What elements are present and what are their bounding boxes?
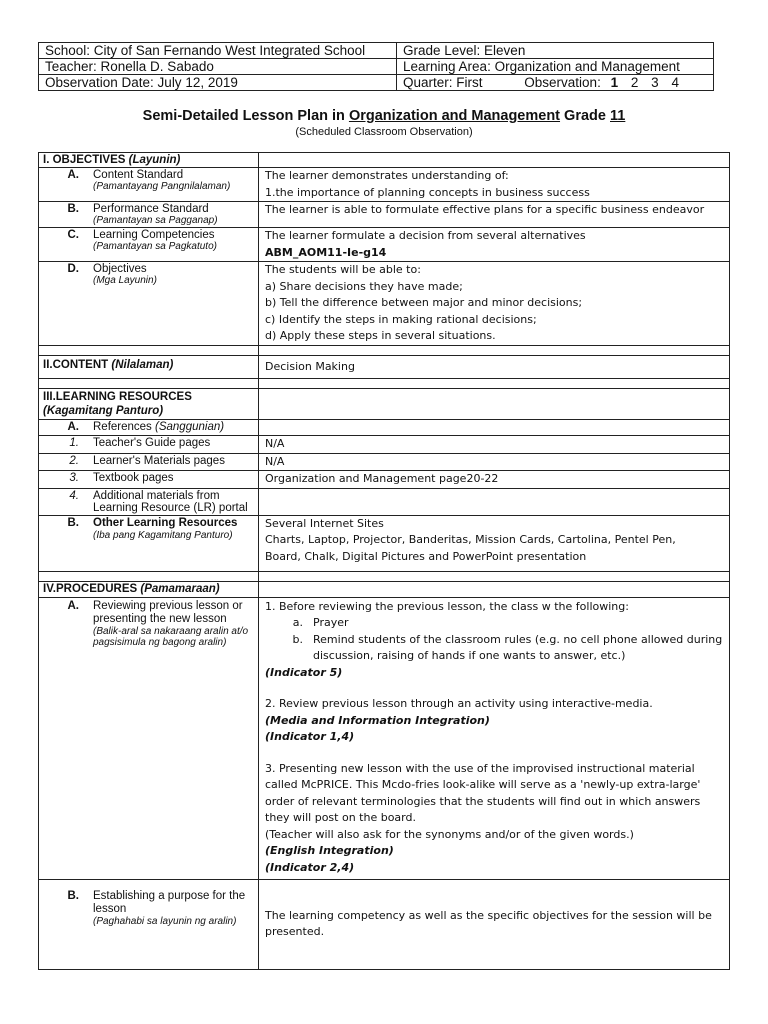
procedure-note: (Teacher will also ask for the synonyms and/or of the given words.) xyxy=(265,827,634,841)
table-row xyxy=(39,436,730,454)
item-translation: (Sanggunian) xyxy=(155,421,225,433)
content-standard-value xyxy=(259,168,730,202)
item-translation: (Pamantayang Pangnilalaman) xyxy=(93,181,231,192)
item-label: Performance Standard xyxy=(93,203,209,215)
list-item: b. Remind students of the classroom rules (e.g. no cell phone allowed during discussion, raising of hands if one wants to answer, etc.) xyxy=(292,632,723,662)
table-row xyxy=(39,228,730,262)
indicator-label: (Indicator 2,4) xyxy=(265,860,355,874)
item-marker: B. xyxy=(67,889,79,902)
other-resources-label xyxy=(39,515,259,571)
text-line: c) Identify the steps in making rational decisions; xyxy=(265,312,537,326)
observation-number: 4 xyxy=(671,75,679,90)
table-row xyxy=(39,346,730,356)
observation-number: 2 xyxy=(630,75,639,90)
section-title-translation: (Pamamaraan) xyxy=(140,582,220,595)
table-row xyxy=(39,571,730,581)
integration-label: (English Integration) xyxy=(265,844,394,857)
learning-area-cell: Learning Area: Organization and Management xyxy=(397,59,714,75)
item-translation: (Pamantayan sa Pagkatuto) xyxy=(93,241,217,252)
resource-item-value xyxy=(259,471,730,489)
table-row xyxy=(39,168,730,202)
text-line: N/A xyxy=(265,437,285,450)
header-row xyxy=(39,59,714,75)
item-marker: 3. xyxy=(69,472,79,484)
item-label: Establishing a purpose for the lesson xyxy=(93,889,246,915)
item-marker: C. xyxy=(67,229,79,241)
item-marker: A. xyxy=(67,169,79,181)
integration-label: (Media and Information Integration) xyxy=(265,713,490,727)
section-title: II.CONTENT xyxy=(43,359,112,371)
table-row xyxy=(39,262,730,346)
resource-item-label xyxy=(39,453,259,471)
references-label xyxy=(39,420,259,436)
item-translation: (Pamantayan sa Pagganap) xyxy=(93,215,218,226)
observation-number: 3 xyxy=(651,75,659,90)
section-title: I. OBJECTIVES xyxy=(43,154,129,166)
text-line: Charts, Laptop, Projector, Banderitas, Mission Cards, Cartolina, Pentel Pen, xyxy=(265,533,676,546)
quarter-text: Quarter: First xyxy=(403,75,483,90)
procedure-step: 3. Presenting new lesson with the use of the improvised instructional material called McPRICE. This Mcdo-fries look-alike will serve as a 'newly-up extra-large' order of relevant terminologies that the students will find out in which answers they will post on the board. xyxy=(265,761,701,824)
resource-item-label xyxy=(39,471,259,489)
empty-cell xyxy=(259,571,730,581)
text-line: The learner is able to formulate effective plans for a specific business endeavor xyxy=(265,203,705,216)
section-title: IV.PROCEDURES xyxy=(43,582,141,595)
objectives-value xyxy=(259,262,730,346)
empty-cell xyxy=(259,379,730,389)
table-row xyxy=(39,379,730,389)
empty-cell xyxy=(39,346,259,356)
section-title-translation: (Nilalaman) xyxy=(111,359,174,371)
resource-item-label xyxy=(39,488,259,515)
text-line: The learner demonstrates understanding of: xyxy=(265,169,509,182)
content-standard-label xyxy=(39,168,259,202)
content-value xyxy=(259,356,730,379)
procedure-a-label xyxy=(39,597,259,879)
title-subject: Organization and Management xyxy=(348,108,561,124)
item-translation: (Iba pang Kagamitang Panturo) xyxy=(93,529,233,541)
item-marker: A. xyxy=(67,421,79,433)
performance-standard-value xyxy=(259,202,730,228)
resource-item-value xyxy=(259,436,730,454)
observation-date-cell: Observation Date: July 12, 2019 xyxy=(39,75,397,91)
text-line: The learner formulate a decision from several alternatives xyxy=(265,229,586,242)
indicator-label: (Indicator 1,4) xyxy=(265,730,355,743)
table-row xyxy=(39,420,730,436)
resource-item-value xyxy=(259,488,730,515)
title-prefix: Semi-Detailed Lesson Plan in xyxy=(142,108,349,124)
indicator-label: (Indicator 5) xyxy=(265,665,343,679)
competency-code: ABM_AOM11-Ie-g14 xyxy=(265,245,387,259)
empty-cell xyxy=(259,420,730,436)
header-row xyxy=(39,75,714,91)
item-marker: B. xyxy=(67,203,79,215)
text-line: b) Tell the difference between major and minor decisions; xyxy=(265,296,583,309)
title-grade-word: Grade xyxy=(560,108,610,124)
empty-cell xyxy=(39,571,259,581)
section-heading-content xyxy=(39,356,259,379)
section-heading-procedures xyxy=(39,581,259,597)
item-translation: (Balik-aral sa nakaraang aralin at/o pagsisimula ng bagong aralin) xyxy=(93,625,249,648)
table-row xyxy=(39,389,730,420)
resource-item-value xyxy=(259,453,730,471)
other-resources-value xyxy=(259,515,730,571)
observation-label: Observation: xyxy=(524,75,601,90)
procedure-step: 1. Before reviewing the previous lesson, the class w the following: xyxy=(265,599,629,613)
text-line: 1.the importance of planning concepts in business success xyxy=(265,185,590,199)
item-label: Content Standard xyxy=(93,169,184,181)
item-label: Learning Competencies xyxy=(93,229,215,241)
table-row xyxy=(39,453,730,471)
procedure-a-value xyxy=(259,597,730,879)
empty-cell xyxy=(259,346,730,356)
title-grade: 11 xyxy=(610,108,626,124)
item-marker: 4. xyxy=(69,489,79,502)
table-row xyxy=(39,471,730,489)
header-row xyxy=(39,43,714,59)
grade-level-cell: Grade Level: Eleven xyxy=(397,43,714,59)
list-item: a. Prayer xyxy=(292,616,349,629)
section-title-translation: (Kagamitang Panturo) xyxy=(43,405,164,417)
item-marker: 2. xyxy=(69,454,79,467)
table-row xyxy=(39,202,730,228)
item-label: Objectives xyxy=(93,263,147,275)
section-title-translation: (Layunin) xyxy=(128,154,181,166)
empty-cell xyxy=(39,379,259,389)
item-marker: D. xyxy=(67,263,79,275)
item-label: Textbook pages xyxy=(93,472,174,484)
text-line: N/A xyxy=(265,454,285,468)
table-row xyxy=(39,581,730,597)
school-cell: School: City of San Fernando West Integrated School xyxy=(39,43,397,59)
empty-cell xyxy=(259,389,730,420)
text-line: The students will be able to: xyxy=(265,263,421,276)
item-marker: 1. xyxy=(69,437,79,449)
section-title: III.LEARNING RESOURCES xyxy=(43,391,192,403)
observation-number-current: 1 xyxy=(610,75,619,90)
item-marker: A. xyxy=(67,599,79,612)
item-translation: (Mga Layunin) xyxy=(93,275,157,286)
text-line: Board, Chalk, Digital Pictures and PowerPoint presentation xyxy=(265,549,587,563)
section-heading-objectives xyxy=(39,153,259,168)
item-translation: (Paghahabi sa layunin ng aralin) xyxy=(93,915,237,927)
text-line: Organization and Management page20-22 xyxy=(265,472,499,485)
item-label: Teacher's Guide pages xyxy=(93,437,211,449)
item-marker: B. xyxy=(67,516,79,529)
item-label: Learner's Materials pages xyxy=(93,454,225,467)
table-row xyxy=(39,515,730,571)
table-row xyxy=(39,488,730,515)
item-label: Reviewing previous lesson or presenting the new lesson xyxy=(93,599,243,625)
table-row xyxy=(39,879,730,969)
section-heading-resources xyxy=(39,389,259,420)
text-line: a) Share decisions they have made; xyxy=(265,279,463,293)
text-line: The learning competency as well as the specific objectives for the session will be presented. xyxy=(265,908,712,938)
objectives-label xyxy=(39,262,259,346)
empty-cell xyxy=(259,153,730,168)
table-row xyxy=(39,153,730,168)
teacher-cell: Teacher: Ronella D. Sabado xyxy=(39,59,397,75)
text-line: Decision Making xyxy=(265,360,355,373)
table-row xyxy=(39,356,730,379)
empty-cell xyxy=(259,581,730,597)
text-line: d) Apply these steps in several situations. xyxy=(265,329,496,342)
text-line: Several Internet Sites xyxy=(265,516,384,530)
procedure-step: 2. Review previous lesson through an activity using interactive-media. xyxy=(265,697,653,710)
table-row xyxy=(39,597,730,879)
document-title xyxy=(0,108,768,124)
competencies-value xyxy=(259,228,730,262)
header-table xyxy=(38,42,714,91)
procedure-b-label xyxy=(39,879,259,969)
resource-item-label xyxy=(39,436,259,454)
competencies-label xyxy=(39,228,259,262)
item-label: Other Learning Resources xyxy=(93,516,238,529)
lesson-plan-table xyxy=(38,152,730,970)
item-label: Additional materials from Learning Resource (LR) portal xyxy=(93,489,248,514)
procedure-b-value xyxy=(259,879,730,969)
quarter-observation-cell xyxy=(397,75,714,91)
document-subtitle: (Scheduled Classroom Observation) xyxy=(295,126,473,138)
item-label: References xyxy=(93,421,156,433)
performance-standard-label xyxy=(39,202,259,228)
